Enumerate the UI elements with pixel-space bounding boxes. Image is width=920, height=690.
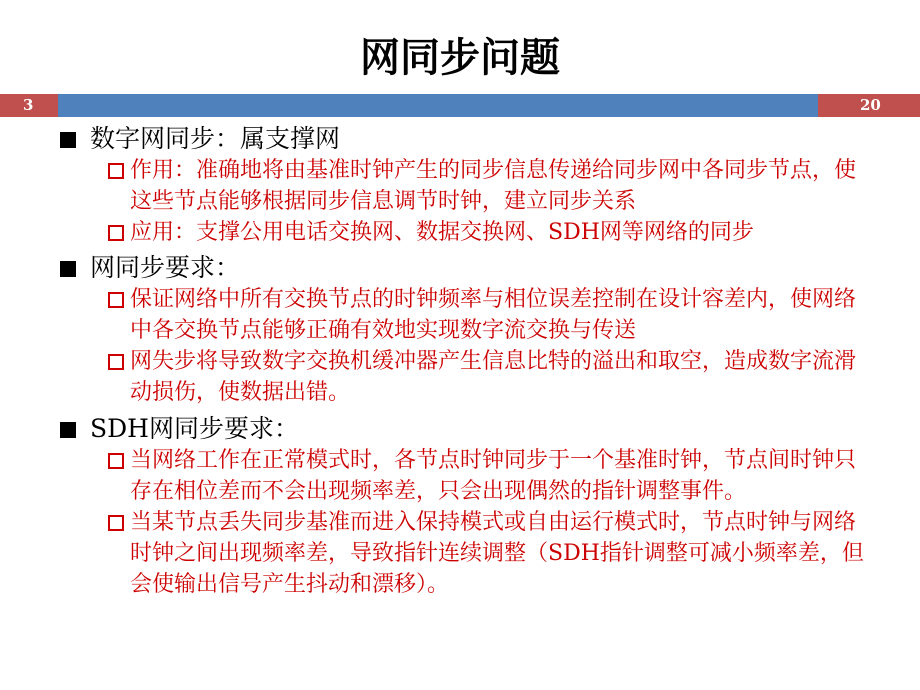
bullet-item xyxy=(58,507,868,600)
section-heading xyxy=(58,251,868,284)
hollow-square-bullet-icon xyxy=(108,453,124,469)
bullet-item xyxy=(58,284,868,346)
bullet-text: 作用：准确地将由基准时钟产生的同步信息传递给同步网中各同步节点，使这些节点能够根据同步信息调节时钟，建立同步关系 xyxy=(130,158,857,214)
section-heading xyxy=(58,122,868,155)
band-middle-bar xyxy=(58,94,818,117)
bullet-text: 保证网络中所有交换节点的时钟频率与相位误差控制在设计容差内，使网络中各交换节点能够正确有效地实现数字流交换与传送 xyxy=(130,287,857,343)
slide-title: 网同步问题 xyxy=(360,35,560,81)
hollow-square-bullet-icon xyxy=(108,225,124,241)
header-band xyxy=(0,94,920,117)
bullet-text: 当网络工作在正常模式时，各节点时钟同步于一个基准时钟，节点间时钟只存在相位差而不会出现频率差，只会出现偶然的指针调整事件。 xyxy=(130,448,857,504)
square-bullet-icon xyxy=(60,422,76,438)
bullet-item xyxy=(58,155,868,217)
slide-body xyxy=(58,122,868,600)
hollow-square-bullet-icon xyxy=(108,163,124,179)
hollow-square-bullet-icon xyxy=(108,515,124,531)
square-bullet-icon xyxy=(60,261,76,277)
page-number: 20 xyxy=(860,96,881,114)
bullet-text: 网失步将导致数字交换机缓冲器产生信息比特的溢出和取空，造成数字流滑动损伤，使数据出错。 xyxy=(130,349,857,405)
bullet-text: 应用：支撑公用电话交换网、数据交换网、SDH网等网络的同步 xyxy=(130,220,754,245)
section-heading-text: SDH网同步要求： xyxy=(90,414,299,443)
section-heading xyxy=(58,412,868,445)
bullet-text: 当某节点丢失同步基准而进入保持模式或自由运行模式时，节点时钟与网络时钟之间出现频率差，导致指针连续调整（SDH指针调整可减小频率差，但会使输出信号产生抖动和漂移）。 xyxy=(130,510,864,597)
bullet-item xyxy=(58,217,868,248)
square-bullet-icon xyxy=(60,132,76,148)
hollow-square-bullet-icon xyxy=(108,292,124,308)
section-number: 3 xyxy=(23,96,34,114)
bullet-item xyxy=(58,346,868,408)
hollow-square-bullet-icon xyxy=(108,354,124,370)
section-heading-text: 数字网同步：属支撑网 xyxy=(90,124,341,153)
section-heading-text: 网同步要求： xyxy=(90,253,241,282)
bullet-item xyxy=(58,445,868,507)
